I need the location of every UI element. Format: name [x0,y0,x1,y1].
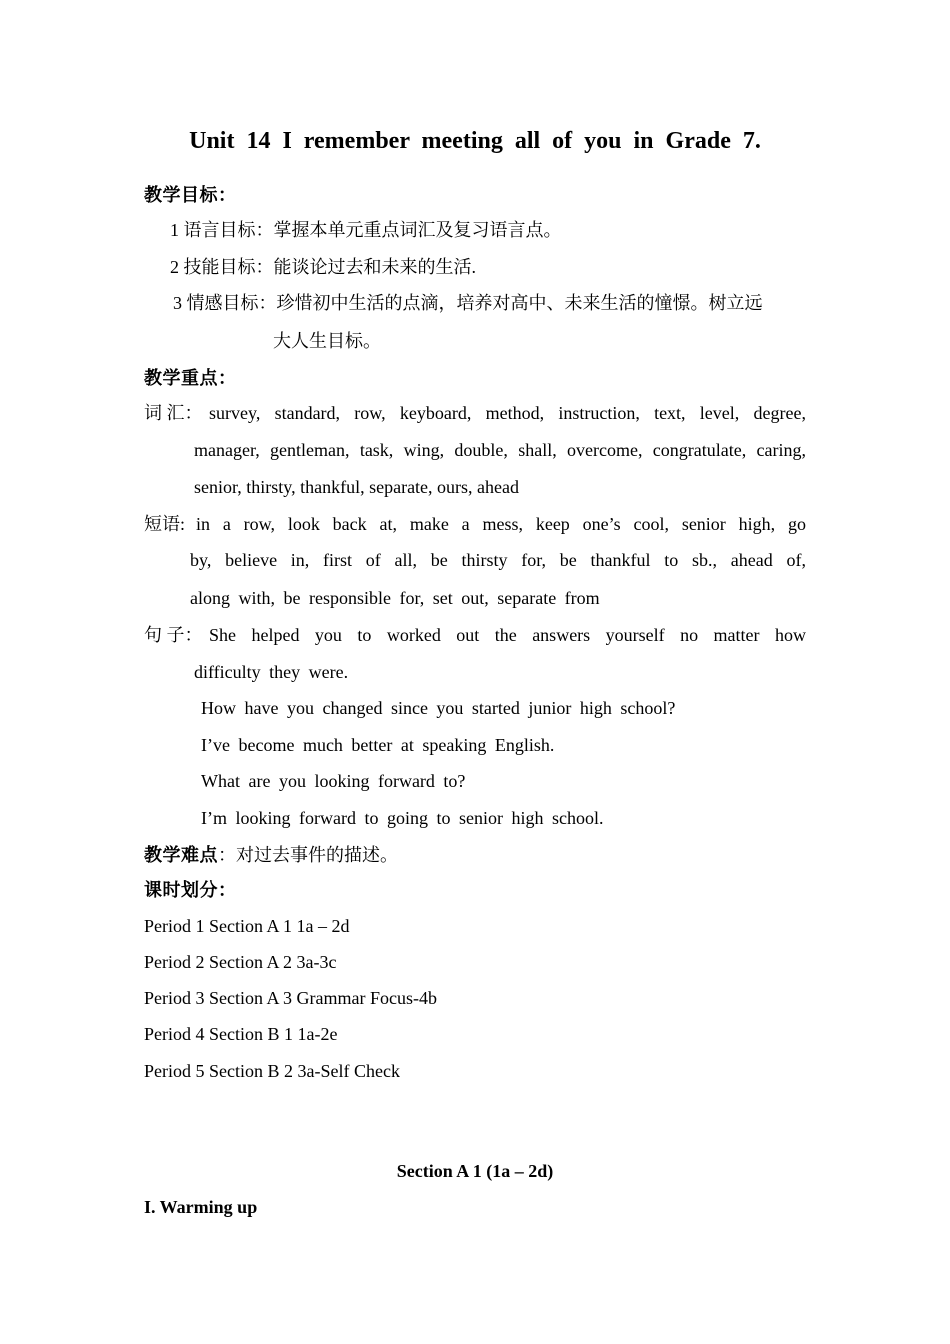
objective-skill: 2 技能目标：能谈论过去和未来的生活. [170,257,476,277]
sentence-line-6: I’m looking forward to going to senior high school. [201,808,604,828]
sentence-line-1: She helped you to worked out the answers yourself no matter how [209,625,806,645]
warming-up-heading: I. Warming up [144,1197,258,1217]
vocab-line-1: survey, standard, row, keyboard, method, instruction, text, level, degree, [209,403,806,423]
vocab-line-2: manager, gentleman, task, wing, double, shall, overcome, congratulate, caring, [194,440,806,460]
periods-heading: 课时划分： [144,880,237,900]
period-5: Period 5 Section B 2 3a-Self Check [144,1061,400,1081]
sentence-line-3: How have you changed since you started junior high school? [201,698,676,718]
objective-language: 1 语言目标：掌握本单元重点词汇及复习语言点。 [170,220,562,240]
key-points-heading: 教学重点： [144,368,237,388]
objective-emotion: 3 情感目标：珍惜初中生活的点滴，培养对高中、未来生活的憧憬。树立远 [173,293,763,313]
period-1: Period 1 Section A 1 1a – 2d [144,916,350,936]
difficulty-text: ：对过去事件的描述。 [218,845,398,865]
vocab-line-3: senior, thirsty, thankful, separate, ours, ahead [194,477,520,497]
phrase-label: 短语: [144,514,186,534]
period-4: Period 4 Section B 1 1a-2e [144,1024,338,1044]
objectives-heading: 教学目标： [144,185,237,205]
phrase-line-3: along with, be responsible for, set out, separate from [190,588,600,608]
period-3: Period 3 Section A 3 Grammar Focus-4b [144,988,437,1008]
objective-emotion-cont: 大人生目标。 [273,331,381,351]
phrase-line-1: in a row, look back at, make a mess, keep one’s cool, senior high, go [196,514,806,534]
period-2: Period 2 Section A 2 3a-3c [144,952,337,972]
sentence-line-5: What are you looking forward to? [201,771,466,791]
vocab-label: 词 汇： [144,403,203,423]
sentence-label: 句 子： [144,625,203,645]
sentence-line-2: difficulty they were. [194,662,349,682]
sentence-line-4: I’ve become much better at speaking English. [201,735,555,755]
page-title: Unit 14 I remember meeting all of you in Grade 7. [189,128,761,154]
difficulty-heading: 教学难点 [144,845,218,865]
difficulty-row [144,844,398,866]
phrase-line-2: by, believe in, first of all, be thirsty for, be thankful to sb., ahead of, [190,550,806,570]
section-title: Section A 1 (1a – 2d) [396,1161,554,1181]
